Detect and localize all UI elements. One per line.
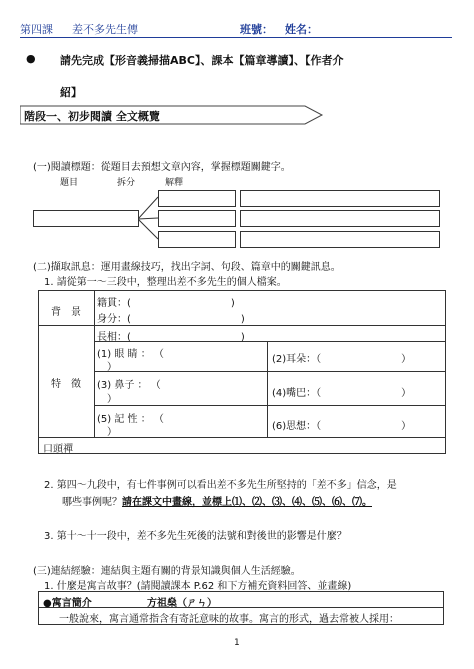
meaning-box-1[interactable] [240,190,440,207]
memory-field-close: ） [97,427,117,438]
lesson-number: 第四課 [20,23,53,36]
split-box-2[interactable] [158,210,236,227]
question-3: 3. 第十～十一段中，差不多先生死後的法號和對後世的影響是什麼？ [44,531,347,542]
feature-label: 特 徵 [51,379,81,390]
eyes-field[interactable]: (1) 眼 睛 ： （ [97,349,164,360]
stage-banner [20,104,325,126]
bullet-icon: ● [26,52,36,65]
question-2-line-2 [62,493,372,508]
question-2-prompt: 哪些事例呢？ [62,497,122,508]
profile-table [38,290,446,454]
section2-heading: (二)擷取訊息：運用畫線技巧，找出字詞、句段、篇章中的關鍵訊息。 [33,262,341,273]
fable-intro-text: 一般說來，寓言通常指含有寄託意味的故事。寓言的形式，過去常被人採用： [59,614,399,625]
hometown-field[interactable]: 籍貫：( ) [97,298,235,309]
meaning-box-3[interactable] [240,231,440,248]
section1-heading: (一)閱讀標題：從題目去預想文章內容，掌握標題關鍵字。 [33,162,291,173]
thought-field[interactable]: (6)思想：（ ） [272,421,412,432]
column-title-label: 題目 [60,178,79,188]
meaning-box-2[interactable] [240,210,440,227]
ears-field[interactable]: (2)耳朵：（ ） [272,354,412,365]
fable-intro-box [38,591,444,625]
column-split-label: 拆分 [117,178,136,188]
question-1: 1. 請從第一～三段中，整理出差不多先生的個人檔案。 [44,277,287,288]
split-box-3[interactable] [158,231,236,248]
background-label: 背 景 [51,307,81,318]
memory-field[interactable]: (5) 記 性 ： （ [97,414,164,425]
fable-intro-title: ●寓言簡介 [43,598,92,609]
eyes-field-close: ） [97,362,117,373]
intro-line-1: 請先完成【形音義掃描ABC】、課本【篇章導讀】、【作者介 [60,54,344,67]
mantra-label: 口頭禪 [43,444,73,455]
page-number: 1 [234,638,240,648]
header-rule [20,37,452,38]
student-name-label: 姓名： [285,23,318,36]
question-2-instruction: 請在課文中畫線，並標上⑴、⑵、⑶、⑷、⑸、⑹、⑺。 [122,497,372,508]
mouth-field[interactable]: (4)嘴巴：（ ） [272,388,412,399]
appearance-field[interactable]: 長相：( ) [97,332,245,343]
intro-line-2: 紹】 [60,86,82,99]
stage-label: 階段一、初步閱讀 全文概覽 [24,110,160,123]
question-2-line-1: 2. 第四～九段中，有七件事例可以看出差不多先生所堅持的「差不多」信念，是 [44,480,397,491]
title-answer-box[interactable] [33,210,139,227]
column-meaning-label: 解釋 [165,178,184,188]
lesson-title: 差不多先生傳 [72,23,138,36]
section3-question-1: 1. 什麼是寓言故事？(請閱讀課本 P.62 和下方補充資料回答、並畫線) [44,581,352,592]
identity-field[interactable]: 身分：( ) [97,314,245,325]
split-box-1[interactable] [158,190,236,207]
nose-field[interactable]: (3) 鼻子 ： （ [97,380,161,391]
section3-heading: (三)連結經驗：連結與主題有關的背景知識與個人生活經驗。 [33,566,301,577]
fable-intro-author: 方祖燊（ㄕㄣ） [147,598,217,609]
class-number-label: 班號： [240,23,273,36]
nose-field-close: ） [97,394,117,405]
